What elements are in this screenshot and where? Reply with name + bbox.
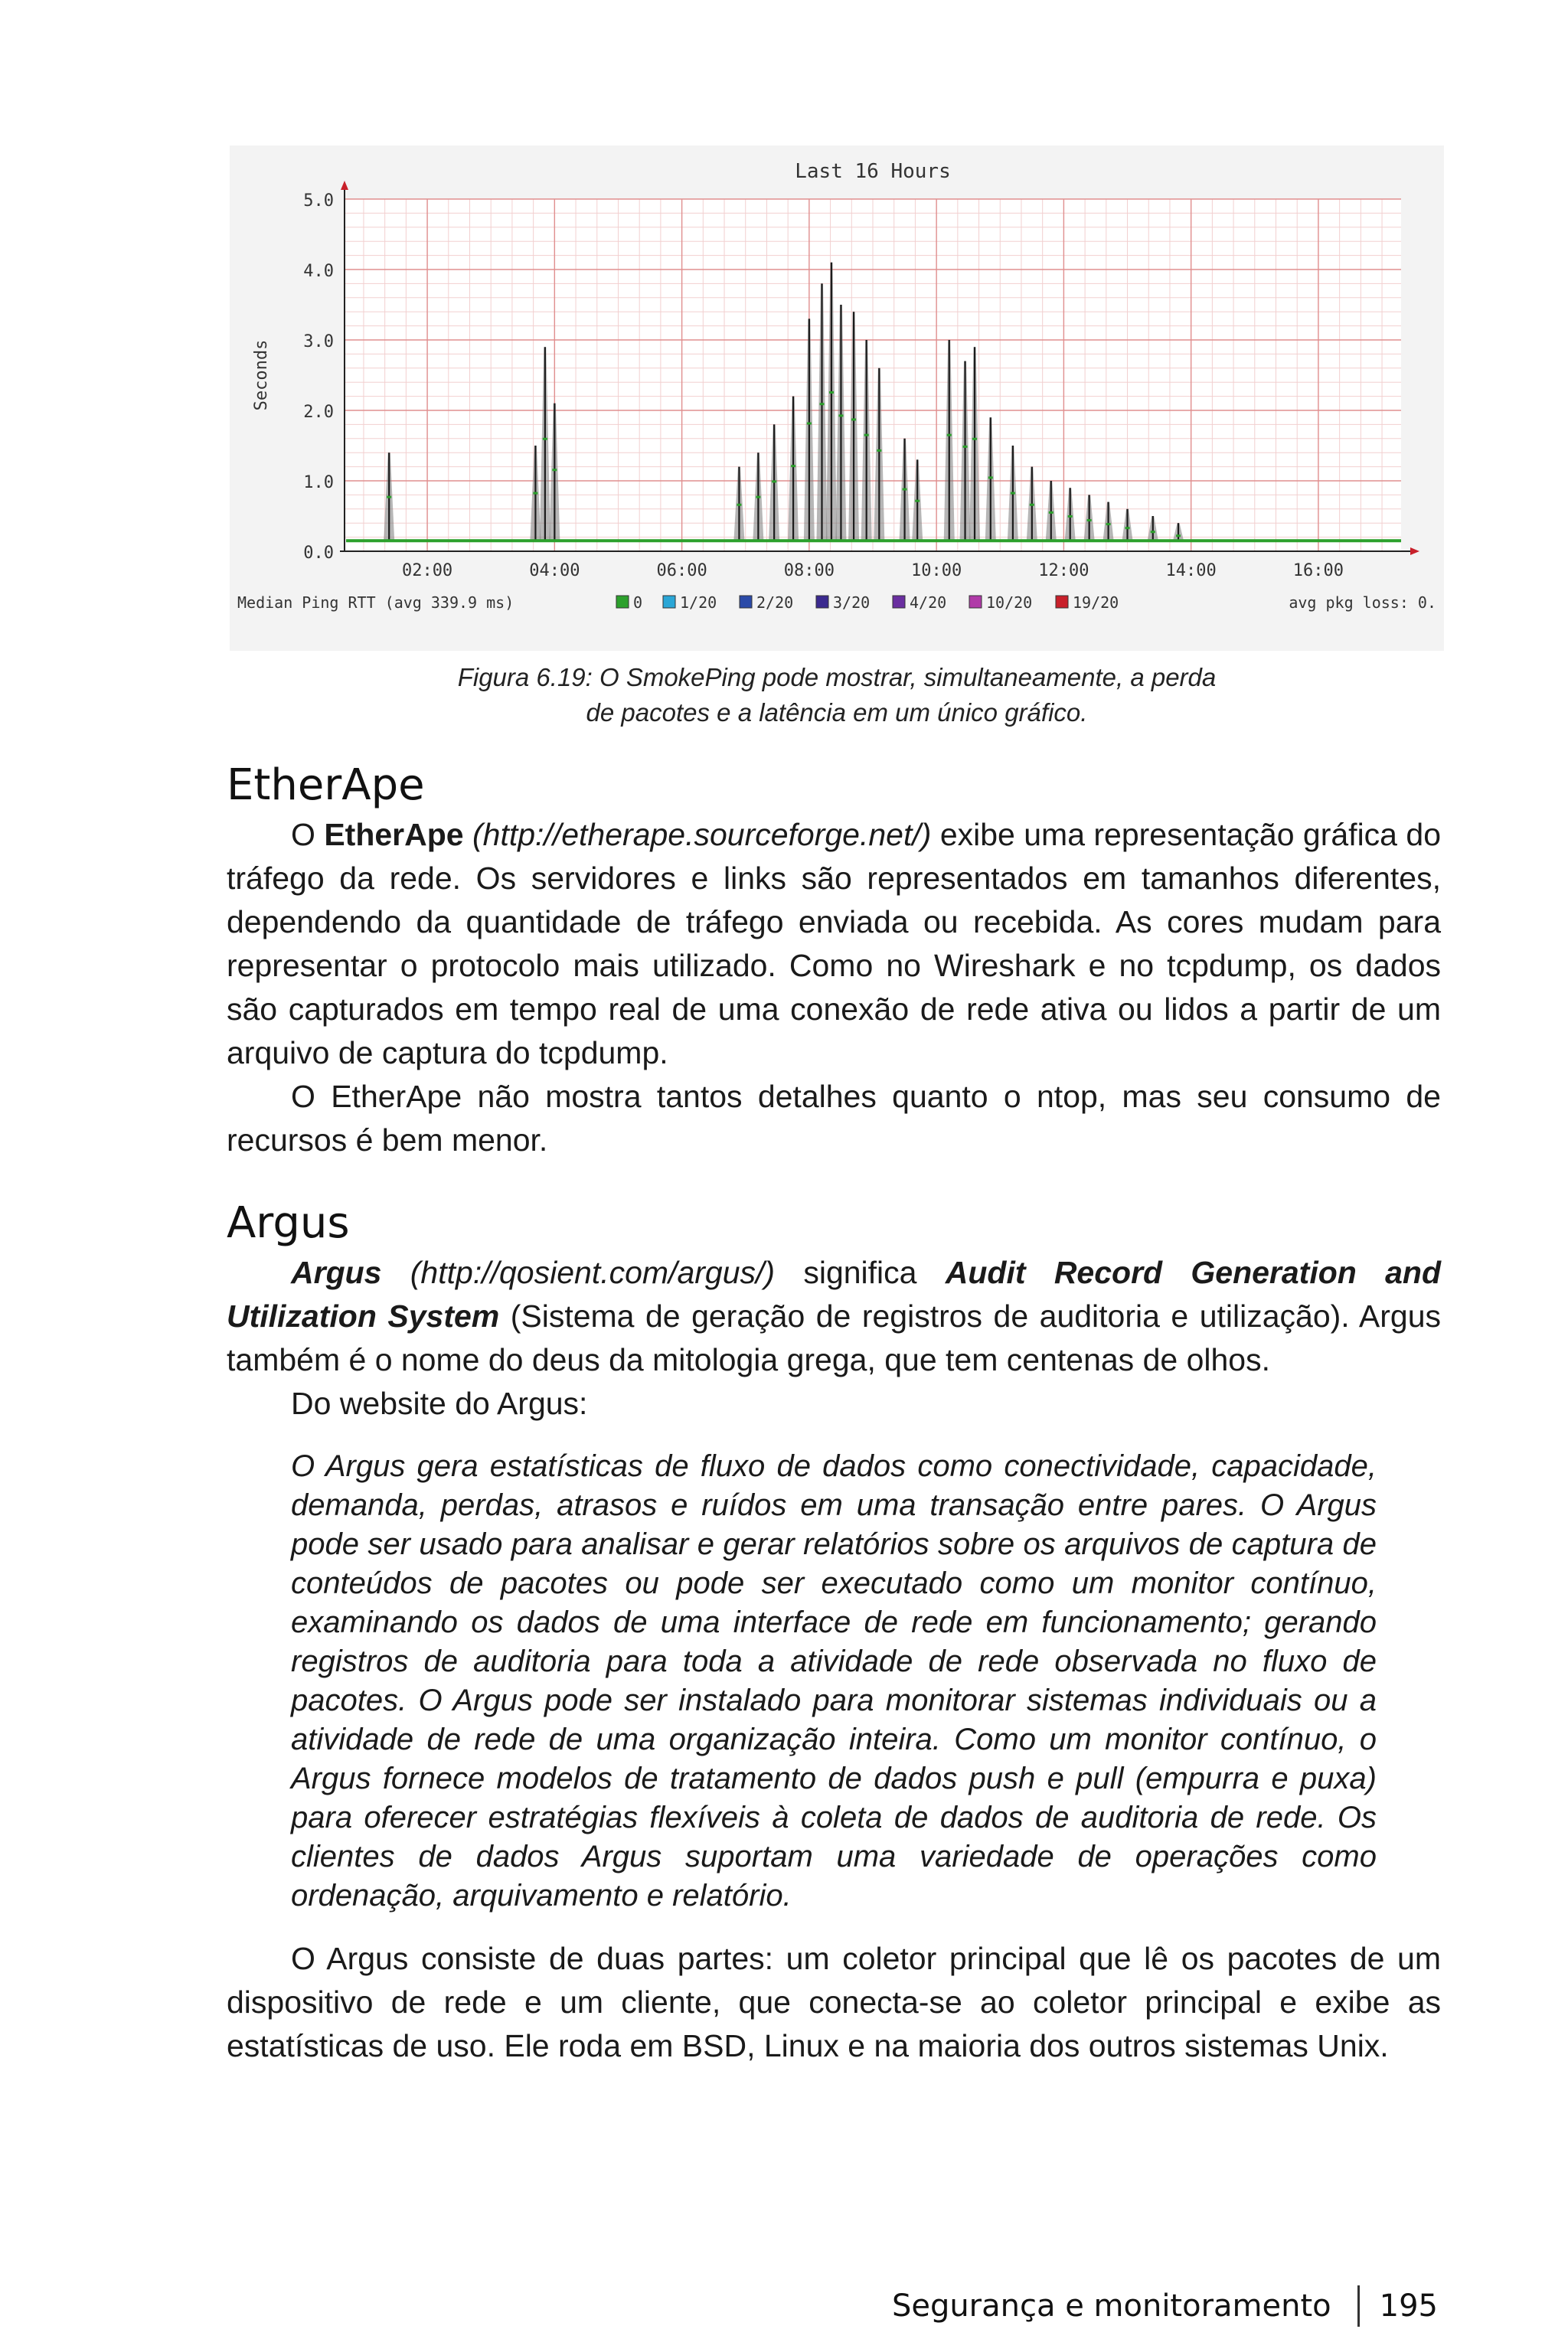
legend-swatch (893, 596, 905, 608)
argus-paragraph-3: O Argus consiste de duas partes: um coletor principal que lê os pacotes de um dispositivo de rede e um cliente, que conecta-se ao coletor principal e exibe as estatísticas de uso. Ele roda em BSD, Linux e na maioria dos outros sistemas Unix. (227, 1941, 1441, 2063)
x-tick-label: 06:00 (656, 561, 707, 580)
legend-label: 2/20 (756, 593, 794, 612)
figure-caption (230, 660, 1444, 730)
y-tick-label: 3.0 (303, 332, 334, 351)
y-axis-label: Seconds (252, 339, 271, 411)
etherape-paragraph-2: O EtherApe não mostra tantos detalhes quanto o ntop, mas seu consumo de recursos é bem menor. (227, 1079, 1441, 1158)
etherape-name: EtherApe (324, 817, 464, 852)
footer-separator (1357, 2285, 1360, 2327)
x-tick-label: 14:00 (1165, 561, 1217, 580)
main-content (227, 758, 1441, 2068)
legend-swatch (663, 596, 675, 608)
page-footer (892, 2285, 1438, 2327)
x-tick-label: 02:00 (401, 561, 453, 580)
etherape-p1-prefix: O (291, 817, 325, 852)
median-rtt-label: Median Ping RTT (avg 339.9 ms) (237, 593, 514, 612)
argus-expansion: Audit Record Generation and Utilization System (227, 1255, 1441, 1334)
y-tick-label: 4.0 (303, 262, 334, 281)
argus-url: (http://qosient.com/argus/) (410, 1255, 776, 1290)
legend-label: 0 (633, 593, 643, 612)
argus-p1-mid: significa (775, 1255, 946, 1290)
legend-label: 19/20 (1073, 593, 1119, 612)
legend-label: 4/20 (910, 593, 947, 612)
etherape-paragraph-1 (227, 813, 1441, 1075)
legend-swatch (616, 596, 629, 608)
legend-swatch (1056, 596, 1068, 608)
chart-title: Last 16 Hours (795, 160, 951, 183)
etherape-url: (http://etherape.sourceforge.net/) (472, 817, 932, 852)
caption-line-2: de pacotes e a latência em um único gráfico. (586, 698, 1088, 727)
legend-label: 1/20 (680, 593, 717, 612)
legend-label: 10/20 (986, 593, 1033, 612)
argus-name: Argus (291, 1255, 382, 1290)
section-heading-argus: Argus (227, 1198, 350, 1248)
argus-paragraph-2: Do website do Argus: (291, 1386, 588, 1421)
loss-label: avg pkg loss: 0. (1289, 593, 1436, 612)
y-tick-label: 2.0 (303, 403, 334, 422)
y-tick-label: 5.0 (303, 191, 334, 211)
y-tick-label: 1.0 (303, 473, 334, 492)
argus-p1-rest: (Sistema de geração de registros de auditoria e utilização). Argus também é o nome do deus da mitologia grega, que tem centenas de olhos. (227, 1298, 1442, 1377)
x-tick-label: 04:00 (529, 561, 580, 580)
legend-swatch (816, 596, 828, 608)
caption-line-1: Figura 6.19: O SmokePing pode mostrar, simultaneamente, a perda (457, 663, 1217, 691)
smokeping-figure (230, 145, 1444, 651)
footer-section-title: Segurança e monitoramento (891, 2288, 1331, 2324)
section-heading-etherape: EtherApe (227, 760, 425, 810)
legend-swatch (740, 596, 752, 608)
etherape-p1-rest: exibe uma representação gráfica do tráfego da rede. Os servidores e links são representados em tamanhos diferentes, dependendo da quantidade de tráfego enviada ou recebida. As cores mudam para representar o protocolo mais utilizado. Como no Wireshark e no tcpdump, os dados são capturados em tempo real de uma conexão de rede ativa ou lidos a partir de um arquivo de captura do tcpdump. (227, 817, 1441, 1070)
legend-label: 3/20 (833, 593, 871, 612)
x-tick-label: 16:00 (1292, 561, 1344, 580)
x-tick-label: 12:00 (1038, 561, 1089, 580)
smokeping-chart (230, 145, 1444, 651)
argus-paragraph-1 (227, 1251, 1441, 1382)
y-tick-label: 0.0 (303, 544, 334, 563)
x-tick-label: 08:00 (783, 561, 835, 580)
page-number: 195 (1379, 2288, 1438, 2324)
x-tick-label: 10:00 (911, 561, 962, 580)
argus-website-quote: O Argus gera estatísticas de fluxo de dados como conectividade, capacidade, demanda, perdas, atrasos e ruídos em uma transação entre pares. O Argus pode ser usado para analisar e gerar relatórios sobre os arquivos de captura de conteúdos de pacotes ou pode ser executado como um monitor contínuo, examinando os dados de uma interface de rede em funcionamento; gerando registros de auditoria para toda a atividade de rede observada no fluxo de pacotes. O Argus pode ser instalado para monitorar sistemas individuais ou a atividade de rede de uma organização inteira. Como um monitor contínuo, o Argus fornece modelos de tratamento de dados push e pull (empurra e puxa) para oferecer estratégias flexíveis à coleta de dados de auditoria de rede. Os clientes de dados Argus suportam uma variedade de operações como ordenação, arquivamento e relatório. (291, 1449, 1377, 1913)
legend-swatch (969, 596, 982, 608)
